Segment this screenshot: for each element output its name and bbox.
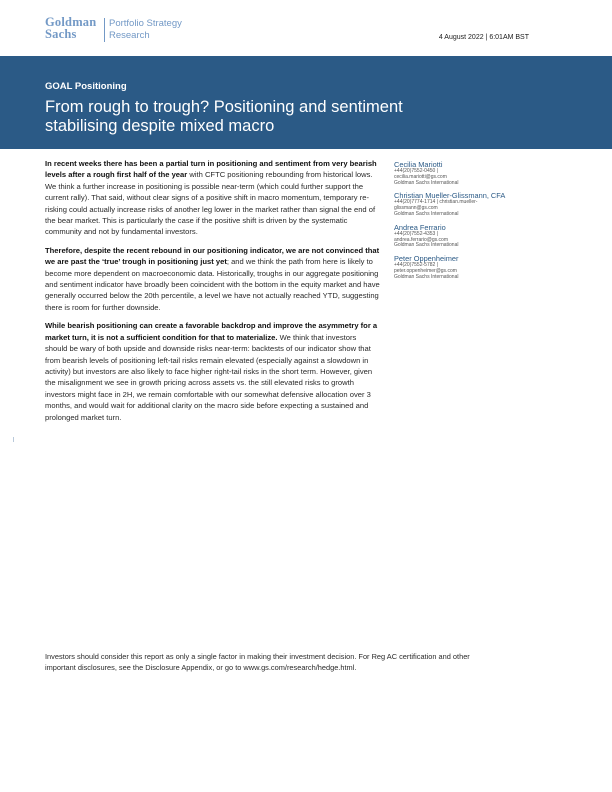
author-firm: Goldman Sachs International [394, 210, 459, 217]
paragraph-1 [45, 158, 380, 238]
author-phone: +44(20)7552-5782 | [394, 262, 438, 269]
author-card [394, 160, 519, 186]
author-firm: Goldman Sachs International [394, 273, 459, 280]
author-name[interactable]: Cecilia Mariotti [394, 160, 443, 169]
author-phone: +44(20)7552-0450 | [394, 168, 438, 174]
author-email[interactable]: andrea.ferrario@gs.com [394, 236, 448, 243]
logo-subtitle-line-1: Portfolio Strategy [109, 18, 182, 29]
author-card [394, 223, 519, 249]
paragraph-3-lead: While bearish positioning can create a favorable backdrop and improve the asymmetry for a market turn, it is not a sufficient condition for that to materialize. [45, 321, 378, 342]
logo-subtitle-line-2: Research [109, 29, 150, 41]
logo-line-1: Goldman [45, 15, 97, 29]
author-phone: +44(20)7552-4353 | [394, 230, 438, 237]
paragraph-3-text: We think that investors should be wary of both upside and downside risks near-term: backtests of our indicator show that from bearish levels of positioning left-tail risks remain elevated (especially against a slowdown in activity) but investors are also likely to face higher right-tail risks in the short term. However, given the misalignment we see in growth pricing across assets vs. the still elevated risks to growth investors might face in 2H, we remain comfortable with our somewhat defensive allocation over 3 months, and would wait for additional clarity on the macro side before expecting a sustained and prolonged market turn. [45, 332, 373, 422]
logo-subtitle [109, 18, 182, 41]
author-list [394, 160, 519, 286]
author-email[interactable]: cecilia.mariotti@gs.com [394, 173, 447, 180]
author-email[interactable]: glissmann@gs.com [394, 205, 438, 212]
report-date: 4 August 2022 | 6:01AM BST [438, 34, 529, 41]
author-card [394, 254, 519, 280]
paragraph-2-text: ; and we think the path from here is likely to become more dependent on macroeconomic data. Historically, troughs in our aggregate positioning and sentiment indicator have broadly been coincident with the bottom in the equity market and have generally occurred below the 20th percentile, a level we have not actually reached YTD, suggesting there is room for further downside. [45, 257, 380, 312]
series-label: GOAL Positioning [45, 81, 127, 92]
page-header [0, 0, 612, 56]
logo-divider [104, 18, 105, 42]
author-name[interactable]: Andrea Ferrario [394, 222, 446, 232]
author-name[interactable]: Christian Mueller-Glissmann, CFA [394, 191, 506, 201]
report-title: From rough to trough? Positioning and sentiment stabilising despite mixed macro [45, 98, 403, 135]
goldman-sachs-logo[interactable] [45, 17, 96, 40]
margin-mark [13, 437, 14, 442]
author-email[interactable]: peter.oppenheimer@gs.com [394, 267, 457, 274]
report-body [45, 158, 380, 430]
author-phone: +44(20)7774-1714 | christian.mueller- [394, 199, 478, 206]
paragraph-3 [45, 320, 380, 423]
logo-line-2: Sachs [45, 26, 77, 41]
paragraph-2-lead: Therefore, despite the recent rebound in our positioning indicator, we are not convinced that we are past the ‘true’ trough in positioning just yet [45, 245, 380, 267]
disclosure-footer: Investors should consider this report as only a single factor in making their investment decision. For Reg AC certification and other important disclosures, see the Disclosure Appendix, or go to www.gs.com/research/hedge.html. [45, 652, 470, 672]
author-card [394, 191, 519, 217]
paragraph-2 [45, 245, 380, 313]
author-firm: Goldman Sachs International [394, 242, 459, 249]
author-name[interactable]: Peter Oppenheimer [394, 254, 459, 264]
paragraph-1-lead: In recent weeks there has been a partial turn in positioning and sentiment from very bearish levels after a rough first half of the year [45, 159, 377, 180]
paragraph-1-text: with CFTC positioning rebounding from historical lows. We think a further increase in positioning is possible near-term (which could further support the current rally). That said, without clear signs of a positive shift in macro momentum, temporary re-risking could actually increase risks of another leg lower in the market rather than signal the end of the bear market. This is particularly the case if the positive shift is driven by the systematic community and not by fundamental investors. [45, 170, 376, 237]
author-firm: Goldman Sachs International [394, 179, 459, 186]
